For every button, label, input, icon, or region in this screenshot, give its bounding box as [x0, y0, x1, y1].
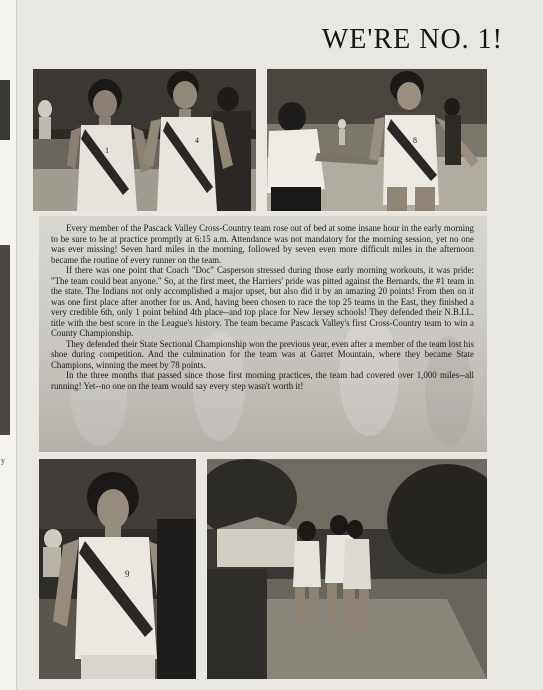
- bib-number: 1: [105, 146, 109, 155]
- photo-two-runners-pacing: [33, 69, 256, 211]
- edge-photo-fragment: [0, 80, 10, 140]
- photo-runner-closeup: [39, 459, 196, 679]
- story-paragraph: They defended their State Sectional Championship won the previous year, even after a member of the team lost his shoe during competition. And the culmination for the team was at Garret Mountain, where they became State Champions, winning the meet by 78 points.: [51, 338, 475, 370]
- story-paragraph: If there was one point that Coach "Doc" Casperson stressed during those early morning workouts, it was pride: "The team could beat anyone." So, at the first meet, the Harriers' pride was pitted against the Bernards, the #1 team in the state. The Indians not only accomplished a major upset, but also did it by an amazing 20 points! From then on it was one first place after another for us. And, having been chosen to race the top 25 teams in the East, they finished a very credible 6th, only 1 point behind 4th place--and top place for New Jersey schools! They defended their N.B.I.L. title with the best score in the League's history. The team became Pascack Valley's first Cross-Country team to win a County Championship.: [51, 265, 474, 338]
- story-block: [39, 216, 487, 452]
- story-paragraph: Every member of the Pascack Valley Cross-Country team rose out of bed at some insane hour in the early morning to be sure to be at practice promptly at 6:15 a.m. Attendance was not mandatory for the morning session, yet no one was ever missing! Seven hard miles in the morning, followed by seven even more difficult miles in the afternoon became the routine of every runner on the team.: [51, 223, 474, 265]
- page-title: WE'RE NO. 1!: [321, 24, 503, 55]
- bib-number: 8: [413, 136, 417, 145]
- bib-number: 4: [195, 136, 199, 145]
- facing-page-edge: [0, 0, 17, 690]
- photo-runner-passing-coach: [267, 69, 487, 211]
- story-text: [51, 223, 474, 391]
- edge-letter: y: [1, 456, 5, 465]
- bib-number: 9: [125, 569, 130, 579]
- photo-pack-on-trail: [207, 459, 487, 679]
- edge-photo-fragment: [0, 245, 10, 435]
- story-paragraph: In the three months that passed since those first morning practices, the team had covered over 1,000 miles--all running! Yet--no one on the team would say every step wasn't worth it!: [51, 370, 474, 391]
